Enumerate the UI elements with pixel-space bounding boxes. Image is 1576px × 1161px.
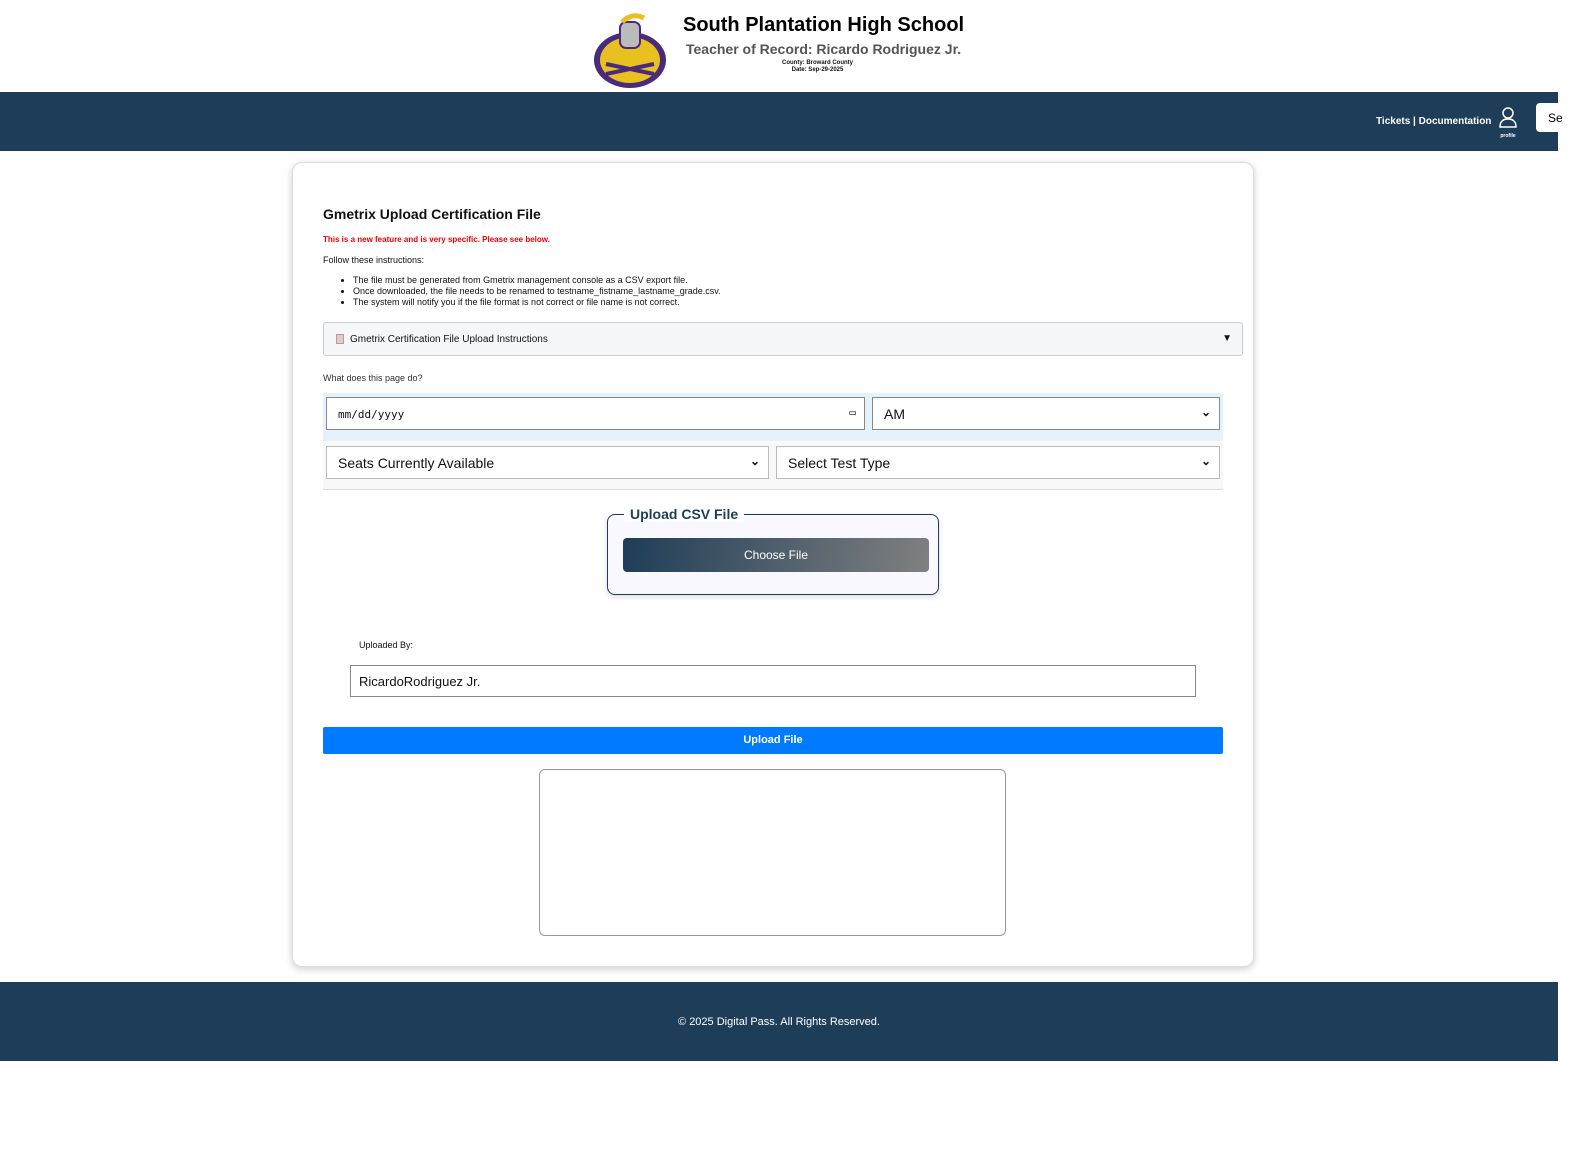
nav-bar xyxy=(0,92,1558,151)
county: County: Broward County xyxy=(782,60,853,66)
document-icon xyxy=(336,334,344,344)
warning-text: This is a new feature and is very specific. Please see below. xyxy=(323,235,550,244)
school-name: South Plantation High School xyxy=(683,14,965,36)
date: Date: Sep-29-2025 xyxy=(791,67,844,73)
ampm-value: AM xyxy=(884,406,905,422)
accordion-label: Gmetrix Certification File Upload Instructions xyxy=(350,334,548,345)
instructions-heading: Follow these instructions: xyxy=(323,255,425,265)
header xyxy=(0,0,1558,92)
chevron-down-icon: ⌄ xyxy=(1200,454,1211,468)
instructions-accordion[interactable] xyxy=(323,322,1243,356)
seats-test-row xyxy=(323,442,1223,490)
uploaded-by-input[interactable]: RicardoRodriguez Jr. xyxy=(350,665,1196,697)
test-type-value: Select Test Type xyxy=(788,455,891,471)
profile-label: profile xyxy=(1500,133,1516,139)
what-does-this-page-do-link[interactable]: What does this page do? xyxy=(323,373,423,383)
test-type-select[interactable] xyxy=(776,446,1220,479)
upload-csv-legend: Upload CSV File xyxy=(624,506,744,522)
tickets-documentation-link[interactable]: Tickets | Documentation xyxy=(1376,116,1492,127)
list-item: • Once downloaded, the file needs to be renamed to testname_fistname_lastname_grade.csv. xyxy=(353,286,721,297)
list-item: • The file must be generated from Gmetrix management console as a CSV export file. xyxy=(353,275,721,286)
calendar-icon[interactable]: ▭ xyxy=(849,406,856,419)
uploaded-by-label: Uploaded By: xyxy=(359,640,414,650)
teacher-of-record: Teacher of Record: Ricardo Rodriguez Jr. xyxy=(686,41,962,57)
user-icon xyxy=(1498,106,1518,128)
upload-file-button[interactable]: Upload File xyxy=(323,727,1223,754)
seats-value: Seats Currently Available xyxy=(338,455,495,471)
date-input[interactable] xyxy=(326,397,865,430)
profile-button[interactable] xyxy=(1496,106,1520,139)
choose-file-button[interactable]: Choose File xyxy=(623,538,929,572)
seats-select[interactable] xyxy=(326,446,769,479)
knight-logo-icon xyxy=(592,12,668,90)
ampm-select[interactable] xyxy=(872,397,1220,430)
upload-card xyxy=(292,162,1254,967)
page-title: Gmetrix Upload Certification File xyxy=(323,206,541,222)
list-item: • The system will notify you if the file format is not correct or file name is not correct. xyxy=(353,297,721,308)
footer: © 2025 Digital Pass. All Rights Reserved. xyxy=(0,982,1558,1061)
triangle-down-icon: ▼ xyxy=(1222,333,1232,344)
instructions-list xyxy=(353,275,721,308)
result-box xyxy=(539,769,1006,936)
header-meta xyxy=(760,60,875,74)
nav-right-button[interactable]: Se xyxy=(1536,103,1576,132)
date-placeholder: mm/dd/yyyy xyxy=(338,408,405,421)
chevron-down-icon: ⌄ xyxy=(749,454,760,468)
date-time-row xyxy=(323,393,1223,441)
upload-csv-fieldset xyxy=(607,506,939,595)
chevron-down-icon: ⌄ xyxy=(1200,405,1211,419)
